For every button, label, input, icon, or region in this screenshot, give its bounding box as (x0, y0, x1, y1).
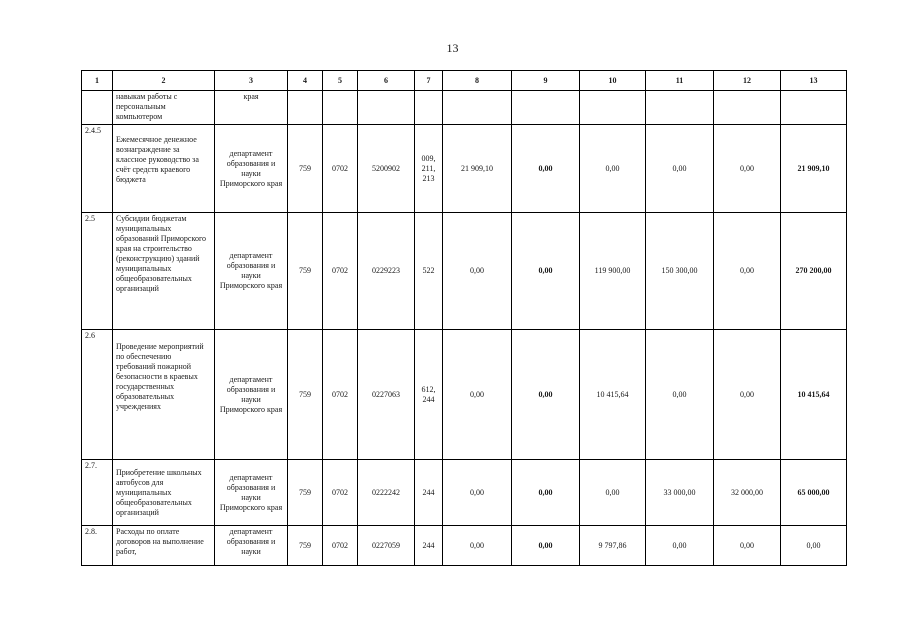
cell-c9 (512, 91, 580, 125)
cell-c5 (323, 91, 358, 125)
cell-c6: 0227063 (358, 330, 415, 460)
cell-c12: 0,00 (714, 330, 781, 460)
cell-c8: 0,00 (443, 330, 512, 460)
row-number: 2.6 (82, 330, 113, 460)
cell-c6 (358, 91, 415, 125)
cell-c11: 150 300,00 (646, 213, 714, 330)
cell-c10 (580, 91, 646, 125)
col-header-3: 3 (215, 71, 288, 91)
cell-c8: 0,00 (443, 526, 512, 566)
table-row (82, 213, 847, 330)
col-header-1: 1 (82, 71, 113, 91)
cell-c10: 9 797,86 (580, 526, 646, 566)
row-organization: департамент образования и науки Приморского края (215, 460, 288, 526)
cell-c12: 0,00 (714, 213, 781, 330)
budget-table (81, 70, 847, 566)
row-name: Приобретение школьных автобусов для муниципальных общеобразовательных организаций (113, 460, 215, 526)
cell-c5: 0702 (323, 213, 358, 330)
row-number: 2.7. (82, 460, 113, 526)
col-header-5: 5 (323, 71, 358, 91)
col-header-2: 2 (113, 71, 215, 91)
row-organization: департамент образования и науки Приморского края (215, 125, 288, 213)
cell-c12 (714, 91, 781, 125)
row-name: навыкам работы с персональным компьютером (113, 91, 215, 125)
cell-c13: 10 415,64 (781, 330, 847, 460)
cell-c5: 0702 (323, 125, 358, 213)
cell-c10: 119 900,00 (580, 213, 646, 330)
cell-c5: 0702 (323, 526, 358, 566)
cell-c13 (781, 91, 847, 125)
row-name: Проведение мероприятий по обеспечению требований пожарной безопасности в краевых государственных образовательных учреждениях (113, 330, 215, 460)
row-organization: края (215, 91, 288, 125)
cell-c7: 612, 244 (415, 330, 443, 460)
cell-c13: 65 000,00 (781, 460, 847, 526)
cell-c7 (415, 91, 443, 125)
col-header-12: 12 (714, 71, 781, 91)
page-number: 13 (446, 41, 459, 55)
table-row (82, 330, 847, 460)
cell-c8: 0,00 (443, 460, 512, 526)
cell-c4: 759 (288, 460, 323, 526)
row-organization: департамент образования и науки Приморского края (215, 330, 288, 460)
cell-c10: 10 415,64 (580, 330, 646, 460)
col-header-13: 13 (781, 71, 847, 91)
row-name: Ежемесячное денежное вознаграждение за классное руководство за счёт средств краевого бюджета (113, 125, 215, 213)
cell-c9: 0,00 (512, 213, 580, 330)
cell-c5: 0702 (323, 460, 358, 526)
col-header-4: 4 (288, 71, 323, 91)
row-number: 2.8. (82, 526, 113, 566)
row-name: Субсидии бюджетам муниципальных образований Приморского края на строительство (реконструкцию) зданий муниципальных общеобразовательных организаций (113, 213, 215, 330)
cell-c12: 0,00 (714, 125, 781, 213)
cell-c4: 759 (288, 125, 323, 213)
cell-c9: 0,00 (512, 330, 580, 460)
cell-c7: 522 (415, 213, 443, 330)
cell-c9: 0,00 (512, 125, 580, 213)
col-header-11: 11 (646, 71, 714, 91)
cell-c8 (443, 91, 512, 125)
cell-c11 (646, 91, 714, 125)
col-header-7: 7 (415, 71, 443, 91)
cell-c4: 759 (288, 330, 323, 460)
cell-c13: 0,00 (781, 526, 847, 566)
row-number: 2.4.5 (82, 125, 113, 213)
cell-c13: 21 909,10 (781, 125, 847, 213)
row-organization: департамент образования и науки (215, 526, 288, 566)
row-organization: департамент образования и науки Приморского края (215, 213, 288, 330)
cell-c4: 759 (288, 213, 323, 330)
col-header-6: 6 (358, 71, 415, 91)
header-row (82, 71, 847, 91)
col-header-9: 9 (512, 71, 580, 91)
cell-c7: 244 (415, 526, 443, 566)
table-row (82, 91, 847, 125)
row-name: Расходы по оплате договоров на выполнение работ, (113, 526, 215, 566)
cell-c13: 270 200,00 (781, 213, 847, 330)
cell-c9: 0,00 (512, 526, 580, 566)
cell-c9: 0,00 (512, 460, 580, 526)
cell-c11: 0,00 (646, 330, 714, 460)
cell-c8: 0,00 (443, 213, 512, 330)
row-number: 2.5 (82, 213, 113, 330)
cell-c12: 32 000,00 (714, 460, 781, 526)
cell-c4 (288, 91, 323, 125)
table-row (82, 460, 847, 526)
cell-c11: 33 000,00 (646, 460, 714, 526)
table-row (82, 526, 847, 566)
cell-c6: 0229223 (358, 213, 415, 330)
cell-c6: 0222242 (358, 460, 415, 526)
cell-c7: 009, 211, 213 (415, 125, 443, 213)
cell-c7: 244 (415, 460, 443, 526)
cell-c11: 0,00 (646, 526, 714, 566)
cell-c5: 0702 (323, 330, 358, 460)
cell-c12: 0,00 (714, 526, 781, 566)
row-number (82, 91, 113, 125)
col-header-10: 10 (580, 71, 646, 91)
cell-c10: 0,00 (580, 125, 646, 213)
cell-c10: 0,00 (580, 460, 646, 526)
cell-c8: 21 909,10 (443, 125, 512, 213)
cell-c6: 5200902 (358, 125, 415, 213)
col-header-8: 8 (443, 71, 512, 91)
cell-c4: 759 (288, 526, 323, 566)
table-row (82, 125, 847, 213)
cell-c6: 0227059 (358, 526, 415, 566)
cell-c11: 0,00 (646, 125, 714, 213)
